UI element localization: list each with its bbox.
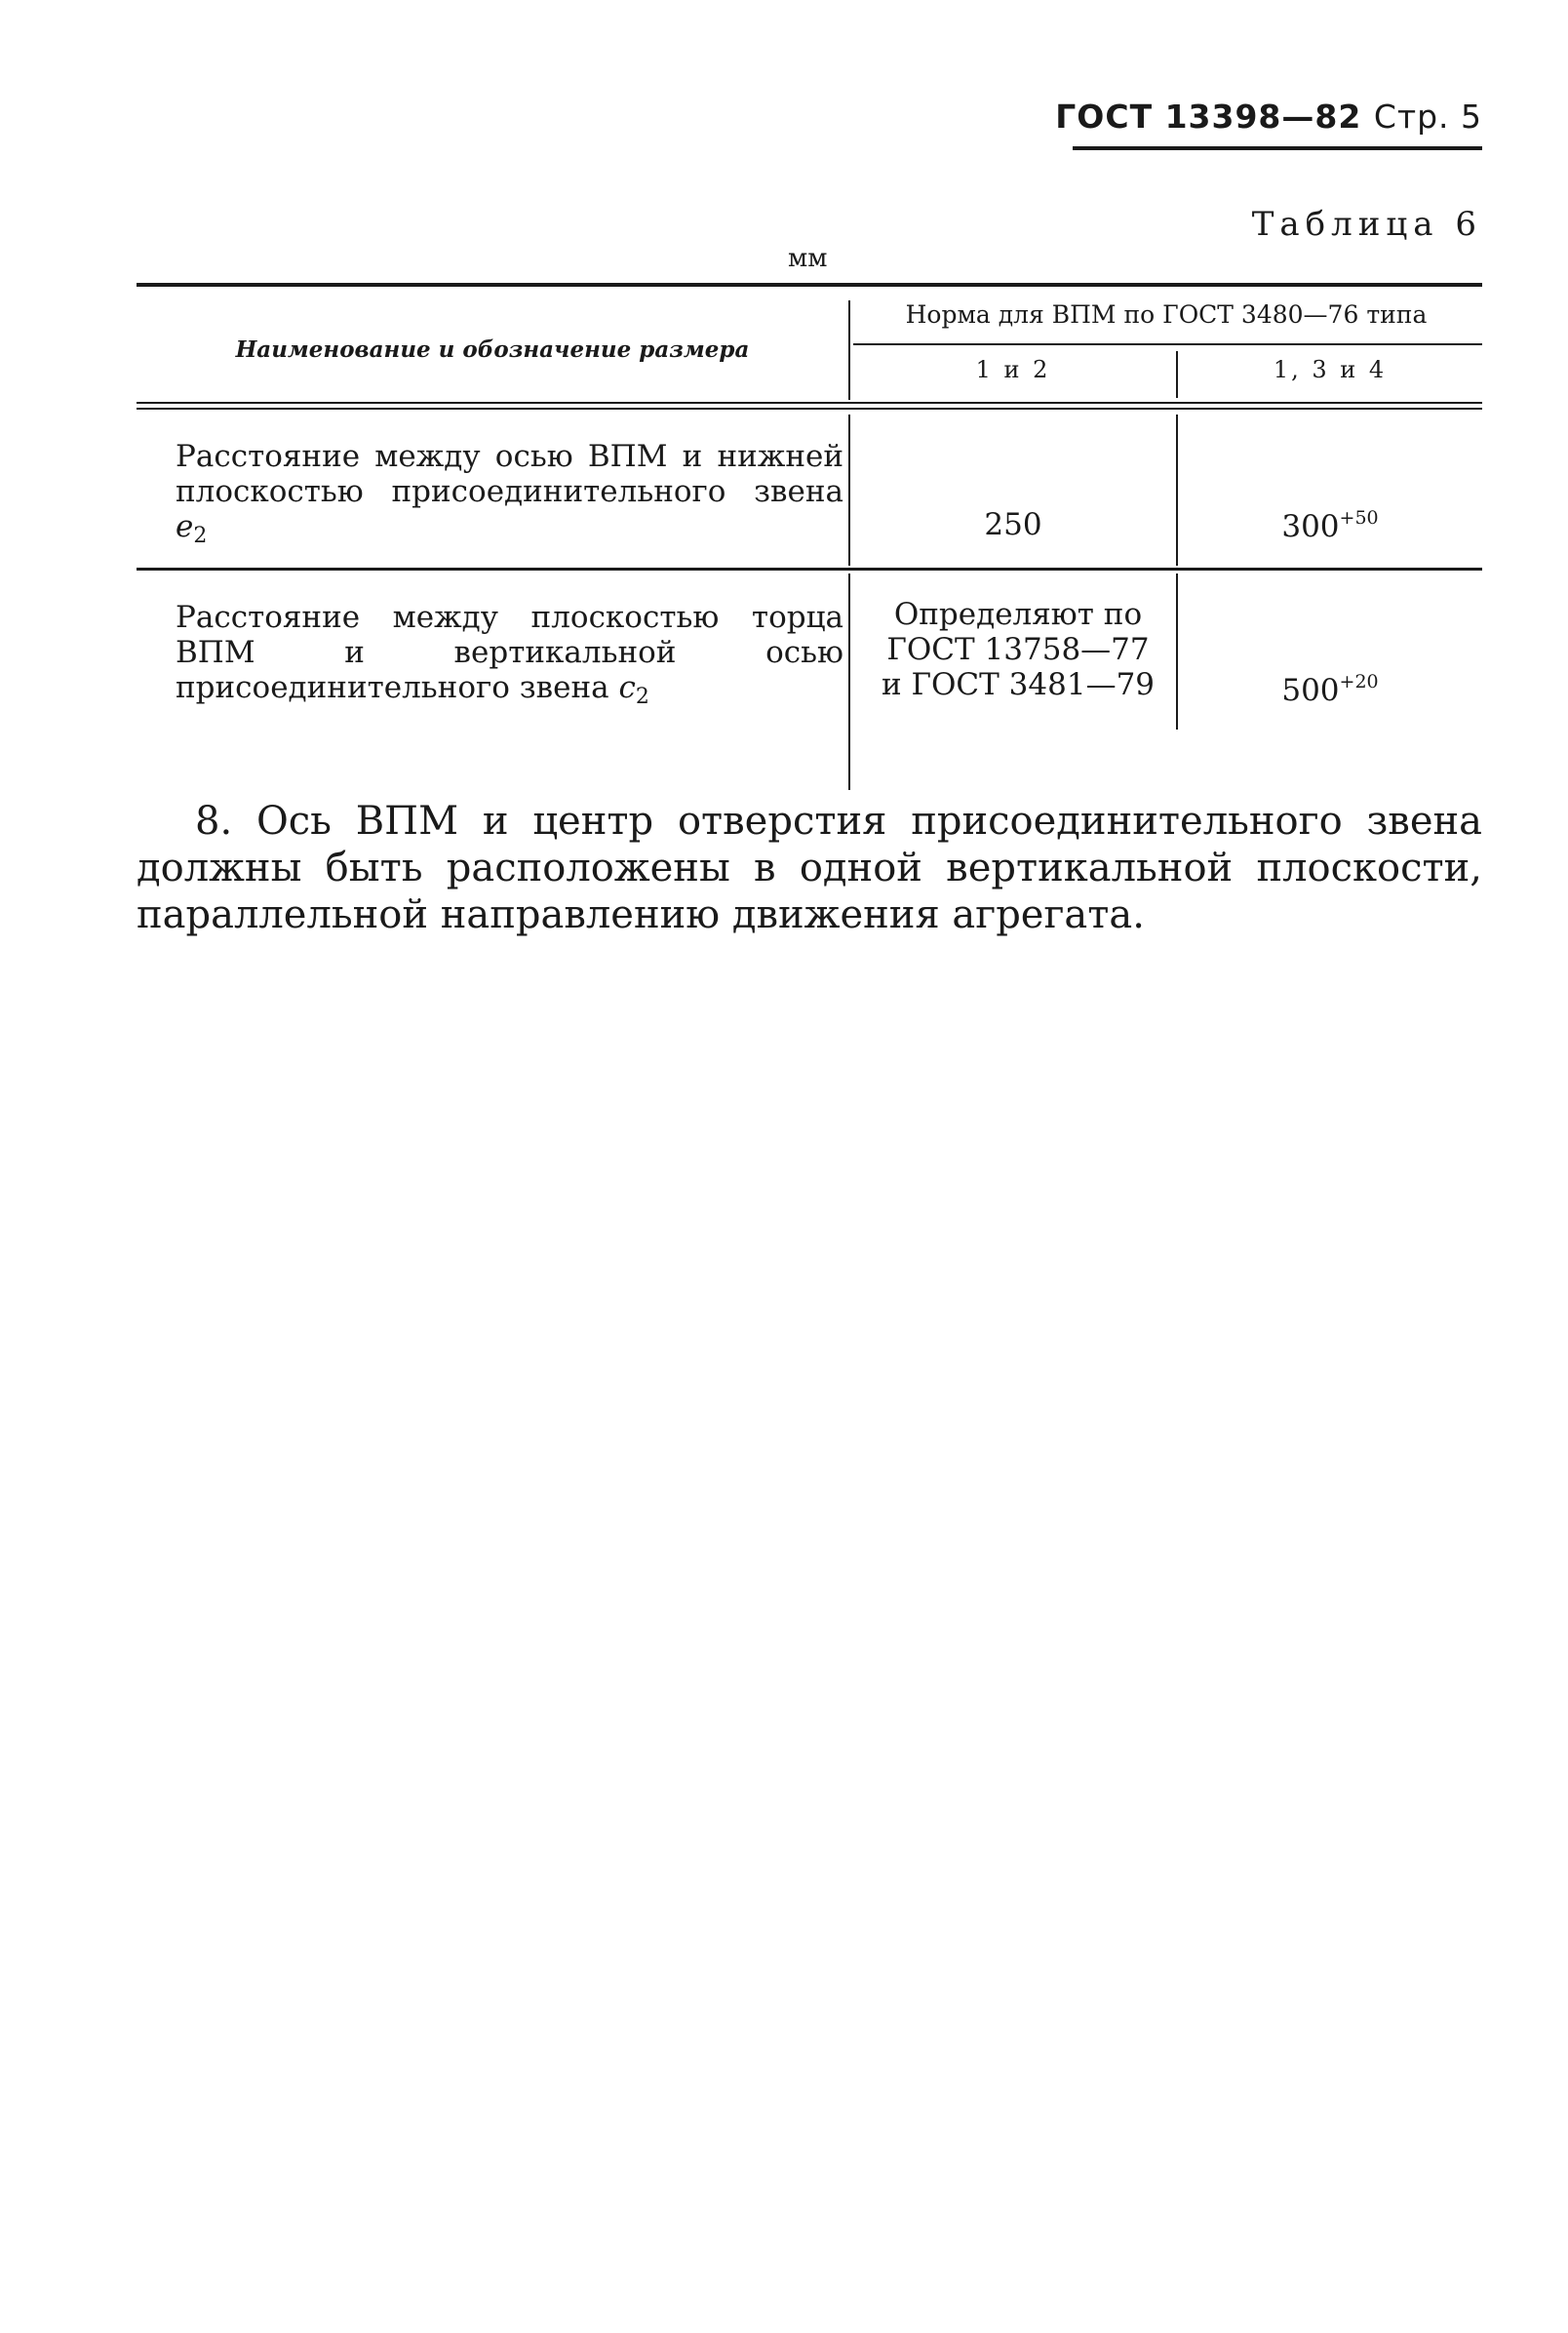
row1-label <box>176 439 843 554</box>
row1-symbol: e <box>176 509 194 544</box>
header-bottom-rule-1 <box>137 402 1482 404</box>
row2-value-a <box>860 597 1176 702</box>
dimensions-table <box>137 283 1482 790</box>
row1-value-b-main: 300 <box>1281 509 1340 544</box>
row2-value-b <box>1178 671 1482 708</box>
table-top-rule <box>137 283 1482 287</box>
row2-value-b-tolerance: +20 <box>1339 671 1379 692</box>
row1-value-b <box>1178 507 1482 544</box>
row-separator <box>137 568 1482 571</box>
row1-value-a: 250 <box>984 507 1042 542</box>
header-sub-rule <box>853 343 1482 345</box>
row2-vline-1 <box>848 573 850 790</box>
header-bottom-rule-2 <box>137 408 1482 410</box>
row2-value-b-main: 500 <box>1281 673 1340 708</box>
doc-code: ГОСТ 13398—82 <box>1055 98 1362 136</box>
row2-value-a-line-1: Определяют по <box>893 597 1143 632</box>
row2-value-a-line-2: ГОСТ 13758—77 <box>886 632 1150 667</box>
col-header-name: Наименование и обозначение размера <box>235 336 750 363</box>
row2-symbol: c <box>618 670 636 705</box>
col-header-type-a: 1 и 2 <box>975 356 1051 383</box>
row2-label <box>176 600 843 715</box>
page-label: Стр. 5 <box>1373 98 1482 136</box>
paragraph-text: 8. Ось ВПМ и центр отверстия присоединительного звена должны быть расположены в одной вертикальной плоскости, параллельной направлению движения агрегата. <box>137 799 1482 937</box>
col-header-type-b: 1, 3 и 4 <box>1273 356 1388 383</box>
row1-vline-1 <box>848 415 850 566</box>
row2-value-a-line-3: и ГОСТ 3481—79 <box>881 667 1156 702</box>
unit-label: мм <box>788 244 828 273</box>
row1-label-text: Расстояние между осью ВПМ и нижней плоскостью присоединительного звена <box>176 439 843 509</box>
row2-symbol-sub: 2 <box>635 685 649 709</box>
page-header <box>1055 98 1482 156</box>
col-header-norm: Норма для ВПМ по ГОСТ 3480—76 типа <box>905 300 1428 329</box>
table-title: Таблица 6 <box>1251 205 1482 244</box>
row2-label-text: Расстояние между плоскостью торца ВПМ и вертикальной осью присоединительного звена <box>176 600 843 705</box>
header-rule <box>1073 146 1482 150</box>
header-text <box>1055 98 1482 136</box>
row1-symbol-sub: 2 <box>193 524 208 548</box>
row1-value-b-tolerance: +50 <box>1339 507 1379 529</box>
body-paragraph <box>137 798 1482 938</box>
